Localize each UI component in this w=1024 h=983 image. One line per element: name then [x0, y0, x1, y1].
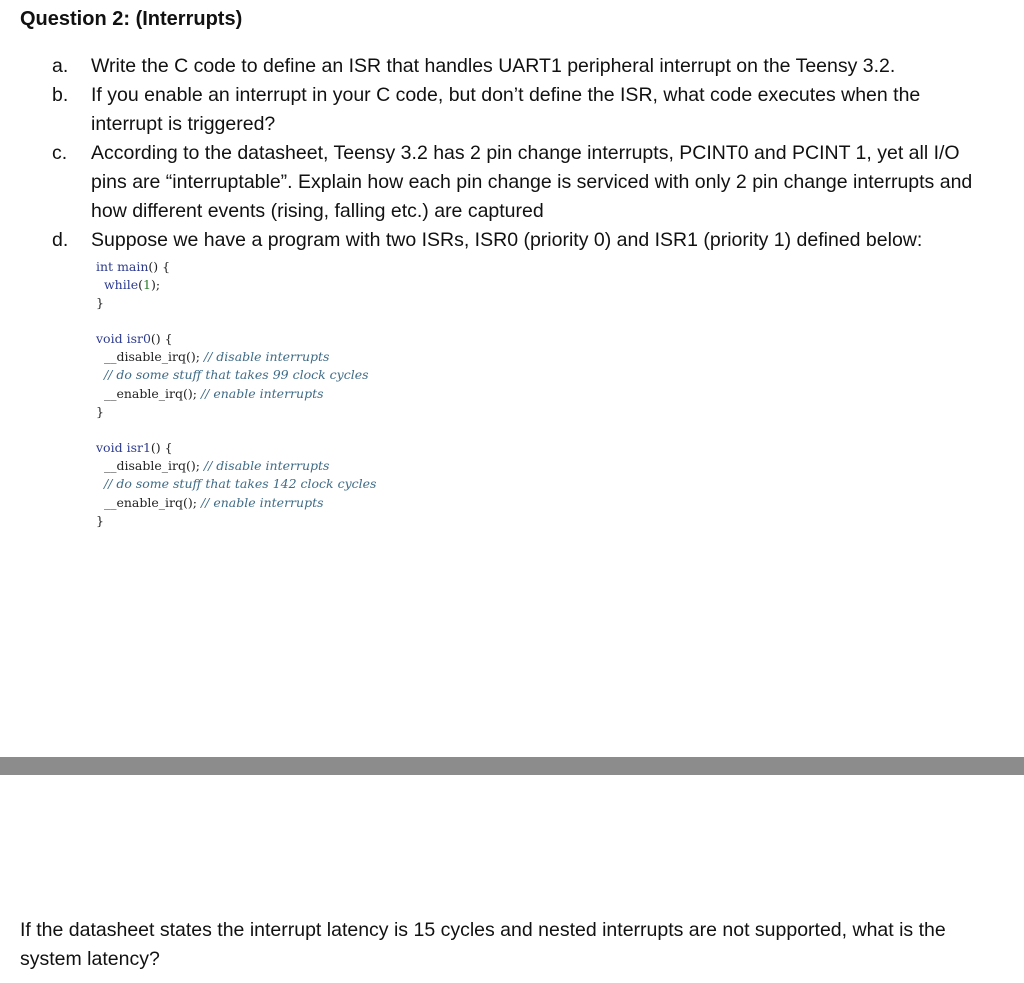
- question-c: [52, 139, 982, 226]
- code-text: () {: [150, 331, 173, 346]
- question-c-label: c.: [52, 142, 68, 164]
- code-keyword: int: [96, 259, 114, 274]
- code-text: }: [96, 295, 104, 311]
- code-comment: // enable interrupts: [200, 494, 324, 510]
- question-c-text: According to the datasheet, Teensy 3.2 has 2 pin change interrupts, PCINT0 and PCINT 1, yet all I/O pins are “interruptable”. Explain how each pin change is serviced with only 2 pin change interrupts and how different events (rising, falling etc.) are captured: [91, 142, 973, 222]
- code-function-name: isr1: [126, 440, 151, 455]
- question-d-text: Suppose we have a program with two ISRs, ISR0 (priority 0) and ISR1 (priority 1) defined below:: [91, 229, 923, 251]
- code-function-name: main: [117, 259, 149, 274]
- code-number: 1: [143, 277, 151, 293]
- code-comment: // disable interrupts: [203, 349, 330, 365]
- code-text: );: [150, 277, 161, 293]
- code-comment: // do some stuff that takes 99 clock cycles: [103, 367, 369, 383]
- code-block-isr1: [96, 439, 376, 530]
- code-comment: // do some stuff that takes 142 clock cycles: [103, 476, 377, 492]
- code-function-name: isr0: [126, 331, 151, 346]
- code-keyword: void: [96, 440, 123, 455]
- code-text: __disable_irq();: [103, 458, 200, 474]
- code-text: __disable_irq();: [103, 349, 200, 365]
- code-block-isr0: [96, 330, 369, 421]
- code-keyword: void: [96, 331, 123, 346]
- question-title: Question 2: (Interrupts): [20, 8, 243, 30]
- question-b: [52, 81, 982, 139]
- question-d-label: d.: [52, 229, 69, 251]
- code-keyword: while: [103, 277, 139, 293]
- question-a: [52, 52, 982, 81]
- code-comment: // enable interrupts: [200, 385, 324, 401]
- code-text: () {: [150, 440, 173, 455]
- code-text: __enable_irq();: [103, 494, 197, 510]
- code-text: }: [96, 512, 104, 528]
- page-divider: [0, 757, 1024, 775]
- question-b-text: If you enable an interrupt in your C code, but don’t define the ISR, what code executes when the interrupt is triggered?: [91, 84, 921, 135]
- code-text: __enable_irq();: [103, 385, 197, 401]
- code-block-main: [96, 258, 170, 313]
- code-text: }: [96, 403, 104, 419]
- code-text: () {: [148, 259, 171, 274]
- question-a-text: Write the C code to define an ISR that handles UART1 peripheral interrupt on the Teensy 3.2.: [91, 55, 896, 77]
- code-text: (: [138, 277, 143, 293]
- followup-question: If the datasheet states the interrupt latency is 15 cycles and nested interrupts are not supported, what is the system latency?: [20, 919, 946, 970]
- question-a-label: a.: [52, 55, 69, 77]
- question-b-label: b.: [52, 84, 69, 106]
- question-d: [52, 226, 982, 255]
- code-comment: // disable interrupts: [203, 458, 330, 474]
